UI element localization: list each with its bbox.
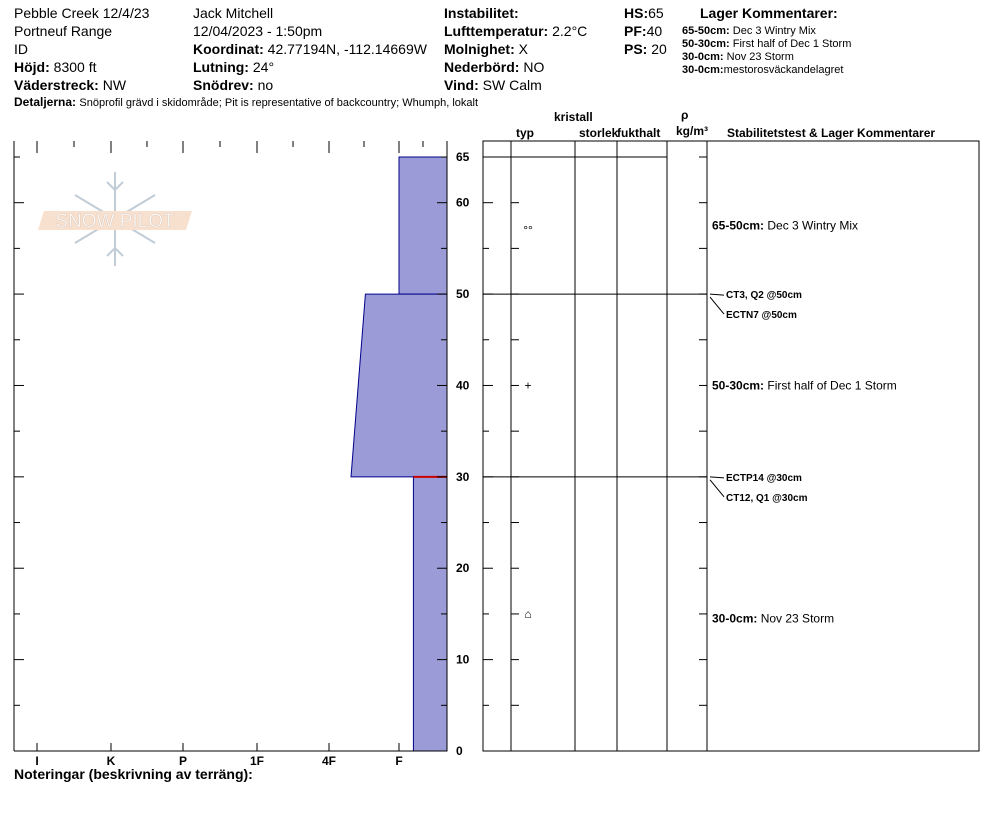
stability-test-label: ECTP14 @30cm — [726, 472, 802, 484]
layer-note-text: First half of Dec 1 Storm — [767, 378, 897, 393]
hardness-label: P — [178, 754, 188, 768]
rho-header: ρ — [681, 108, 689, 122]
hs-label: HS: — [624, 5, 649, 21]
precip-label: Nederbörd: — [444, 59, 520, 75]
logo-text: SNOW PILOT — [55, 211, 175, 232]
test-pointer — [710, 480, 724, 497]
depth-label: 20 — [456, 561, 470, 576]
test-pointer — [710, 294, 724, 295]
layer-note-text: Dec 3 Wintry Mix — [767, 218, 859, 233]
layer-notes — [712, 219, 897, 626]
stability-test-label: CT12, Q1 @30cm — [726, 492, 808, 504]
notes-label: Noteringar (beskrivning av terräng): — [14, 766, 253, 782]
airtemp-label: Lufttemperatur: — [444, 23, 549, 39]
table-depth-ticks — [483, 157, 707, 751]
grain-symbol: °° — [523, 223, 533, 238]
coordinate-value: 42.77194N, -112.14669W — [267, 41, 427, 57]
layer-note — [712, 378, 897, 392]
observer-name: Jack Mitchell — [193, 5, 274, 21]
pf-value: 40 — [646, 23, 663, 39]
elevation-value: 8300 ft — [53, 59, 97, 75]
details-value: Snöprofil grävd i skidområde; Pit is representative of backcountry; Whumph, lokalt — [79, 97, 479, 109]
depth-label: 60 — [456, 195, 470, 210]
test-pointer — [710, 297, 724, 314]
layer-comment-range: 65-50cm: — [682, 25, 730, 37]
layer-boundaries — [483, 157, 707, 477]
layer-note-text: Nov 23 Storm — [760, 611, 835, 626]
crystal-header: kristall — [554, 110, 593, 124]
hardness-label: K — [106, 754, 116, 768]
grain-symbol: ⌂ — [524, 606, 532, 621]
aspect-label: Väderstreck: — [14, 77, 99, 93]
moisture-header: fukthalt — [617, 126, 661, 140]
state-name: ID — [14, 41, 28, 57]
coordinate-label: Koordinat: — [193, 41, 264, 57]
wind-label: Vind: — [444, 77, 479, 93]
layer-comment-range: 50-30cm: — [682, 38, 730, 50]
layer-note-range: 30-0cm: — [712, 611, 761, 626]
drift-label: Snödrev: — [193, 77, 254, 93]
layer-comment-text: mestorosväckandelagret — [723, 64, 844, 76]
type-header: typ — [516, 126, 534, 140]
site-name: Pebble Creek 12/4/23 — [14, 5, 150, 21]
layer-note-range: 50-30cm: — [712, 378, 768, 393]
drift-value: no — [257, 77, 274, 93]
depth-label: 30 — [456, 469, 470, 484]
layer-comment-text: Dec 3 Wintry Mix — [732, 25, 816, 37]
layer-comment-range: 30-0cm: — [682, 64, 724, 76]
hardness-label: 4F — [321, 754, 337, 768]
stability-tests — [710, 290, 808, 504]
hs-value: 65 — [648, 5, 664, 21]
wind-value: SW Calm — [482, 77, 542, 93]
grain-symbol: + — [524, 378, 532, 393]
depth-label: 0 — [456, 744, 463, 758]
ps-value: 20 — [651, 41, 667, 57]
depth-label: 65 — [456, 150, 470, 164]
snowpilot-logo — [38, 172, 192, 266]
layer-comment-range: 30-0cm: — [682, 51, 724, 63]
depth-label: 10 — [456, 652, 470, 667]
density-unit-header: kg/m³ — [676, 124, 709, 138]
ps-label: PS: — [624, 41, 648, 57]
hardness-label: I — [35, 754, 39, 768]
test-pointer — [710, 477, 724, 478]
layer-comment-text: First half of Dec 1 Storm — [732, 38, 852, 50]
sky-value: X — [518, 41, 528, 57]
sky-label: Molnighet: — [444, 41, 515, 57]
hardness-layer — [399, 157, 447, 294]
aspect-value: NW — [102, 77, 127, 93]
precip-value: NO — [523, 59, 545, 75]
stability-test-label: ECTN7 @50cm — [726, 310, 797, 322]
range-name: Portneuf Range — [14, 23, 113, 39]
depth-axis-labels — [456, 150, 470, 758]
hardness-layers — [351, 157, 447, 751]
details-label: Detaljerna: — [14, 95, 77, 109]
airtemp-value: 2.2°C — [552, 23, 588, 39]
layer-note — [712, 219, 858, 233]
slope-value: 24° — [252, 59, 275, 75]
hardness-layer — [351, 294, 447, 477]
layer-note — [712, 611, 834, 625]
layer-comment-text: Nov 23 Storm — [726, 51, 794, 63]
stability-test-label: CT3, Q2 @50cm — [726, 290, 802, 302]
pf-label: PF: — [624, 23, 647, 39]
hardness-label: F — [395, 754, 403, 768]
layer-comments-title: Lager Kommentarer: — [700, 5, 838, 21]
grain-symbols — [523, 223, 533, 621]
slope-label: Lutning: — [193, 59, 249, 75]
instability-label: Instabilitet: — [444, 5, 519, 21]
depth-label: 50 — [456, 287, 470, 302]
layer-note-range: 65-50cm: — [712, 218, 768, 233]
size-header: storlek — [579, 126, 619, 140]
hardness-label: 1F — [249, 754, 265, 768]
elevation-label: Höjd: — [14, 59, 50, 75]
observation-datetime: 12/04/2023 - 1:50pm — [193, 23, 323, 39]
stability-header: Stabilitetstest & Lager Kommentarer — [727, 126, 936, 140]
depth-label: 40 — [456, 378, 470, 393]
